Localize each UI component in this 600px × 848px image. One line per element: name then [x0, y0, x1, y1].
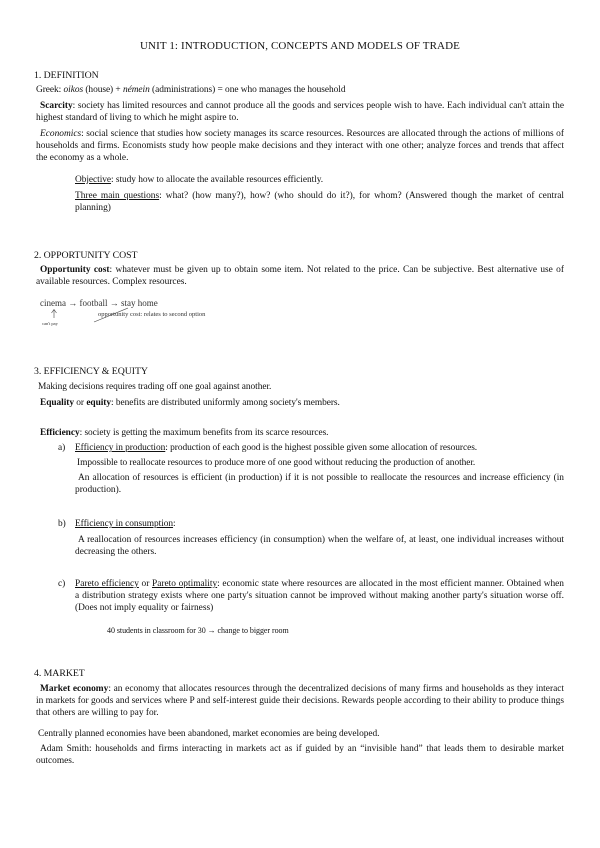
section-heading-efficiency-equity: 3. EFFICIENCY & EQUITY [34, 366, 148, 377]
scarcity-paragraph [36, 100, 564, 124]
pareto-efficiency-term: Pareto efficiency [75, 579, 139, 589]
sketch-options-line: cinema → football → stay home [40, 298, 158, 308]
efficiency-consumption-line [75, 518, 176, 530]
efficiency-text: : society is getting the maximum benefits from its scarce resources. [79, 428, 329, 438]
objective-line [75, 174, 323, 186]
greek-prefix: Greek: [36, 85, 64, 95]
section-heading-opportunity-cost: 2. OPPORTUNITY COST [34, 250, 138, 261]
efficiency-consumption-text: A reallocation of resources increases efficiency (in consumption) when the welfare of, at least, one individual increases without decreasing the others. [75, 535, 564, 557]
sketch-label: can't pay [42, 321, 58, 326]
opportunity-cost-paragraph [36, 264, 564, 288]
word-house: (house) + [83, 85, 123, 95]
word-nemein: némein [122, 85, 150, 95]
efficiency-consumption-colon: : [173, 519, 176, 529]
greek-etymology-line [36, 84, 345, 96]
pareto-example: 40 students in classroom for 30 → change to bigger room [107, 626, 289, 635]
efficiency-production-text: : production of each good is the highest possible given some allocation of resources. [165, 443, 478, 453]
section-heading-market: 4. MARKET [34, 668, 85, 679]
pareto-paragraph [75, 578, 564, 614]
efficiency-production-term: Efficiency in production [75, 443, 166, 453]
pareto-text: : economic state where resources are allocated in the most efficient manner. Obtained when a distribution strategy exists where one party's situation cannot be improved without making another party's situation worse off. (Does not imply equality or fairness) [75, 579, 564, 613]
market-economy-paragraph [36, 683, 564, 719]
efficiency-production-line3: An allocation of resources is efficient (in production) if it is not possible to reallocate the resources and increase efficiency (in production). [75, 473, 564, 495]
equality-line [40, 397, 340, 409]
opportunity-cost-term: Opportunity cost [40, 265, 110, 275]
questions-paragraph [75, 190, 564, 214]
list-marker-b: b) [58, 519, 66, 529]
questions-term: Three main questions [75, 191, 160, 201]
pareto-optimality-term: Pareto optimality [152, 579, 218, 589]
equality-text: : benefits are distributed uniformly among society's members. [111, 398, 340, 408]
central-planning-line: Centrally planned economies have been abandoned, market economies are being developed. [38, 729, 380, 739]
scarcity-term: Scarcity [40, 101, 73, 111]
equality-or: or [74, 398, 87, 408]
list-marker-c: c) [58, 579, 66, 589]
efficiency-term: Efficiency [40, 428, 80, 438]
market-economy-term: Market economy [40, 684, 109, 694]
efficiency-production-line2: Impossible to reallocate resources to produce more of one good without reducing the production of another. [77, 458, 476, 468]
handwritten-sketch [38, 296, 248, 332]
questions-text: : what? (how many?), how? (who should do it?), for whom? (Answered though the market of central planning) [75, 191, 564, 213]
efficiency-line [40, 427, 328, 439]
economics-term: Economics [40, 129, 82, 139]
page-title: UNIT 1: INTRODUCTION, CONCEPTS AND MODELS OF TRADE [140, 40, 460, 52]
efficiency-production-line [75, 442, 477, 454]
market-economy-text: : an economy that allocates resources through the decentralized decisions of many firms and households as they interact in markets for goods and services where P and self-interest guide their decisions. Rewards people according to their ability to produce things that others are willing to pay for. [36, 684, 564, 718]
objective-text: : study how to allocate the available resources efficiently. [111, 175, 324, 185]
section-heading-definition: 1. DEFINITION [34, 70, 99, 81]
word-oikos: oikos [63, 85, 84, 95]
economics-text: : social science that studies how society manages its scarce resources. Resources are allocated through the actions of millions of households and firms. Economists study how people make decisions and they interact with one other; analyze forces and trends that affect the economy as a whole. [36, 129, 564, 163]
tradeoff-intro: Making decisions requires trading off one goal against another. [38, 382, 272, 392]
adam-smith-paragraph: Adam Smith: households and firms interacting in markets act as if guided by an “invisible hand” that leads them to desirable market outcomes. [36, 744, 564, 766]
equity-term: equity [86, 398, 112, 408]
pareto-or: or [138, 579, 153, 589]
equality-term: Equality [40, 398, 74, 408]
economics-paragraph [36, 128, 564, 164]
list-marker-a: a) [58, 443, 66, 453]
sketch-note: opportunity cost: relates to second option [98, 311, 206, 318]
efficiency-consumption-term: Efficiency in consumption [75, 519, 174, 529]
opportunity-cost-text: : whatever must be given up to obtain some item. Not related to the price. Can be subjective. Best alternative use of available resources. Complex resources. [36, 265, 564, 287]
admin-text: (administrations) = one who manages the household [149, 85, 346, 95]
scarcity-text: : society has limited resources and cannot produce all the goods and services people wish to have. Each individual can't attain the highest standard of living to which he might aspire to. [36, 101, 564, 123]
objective-term: Objective [75, 175, 111, 185]
